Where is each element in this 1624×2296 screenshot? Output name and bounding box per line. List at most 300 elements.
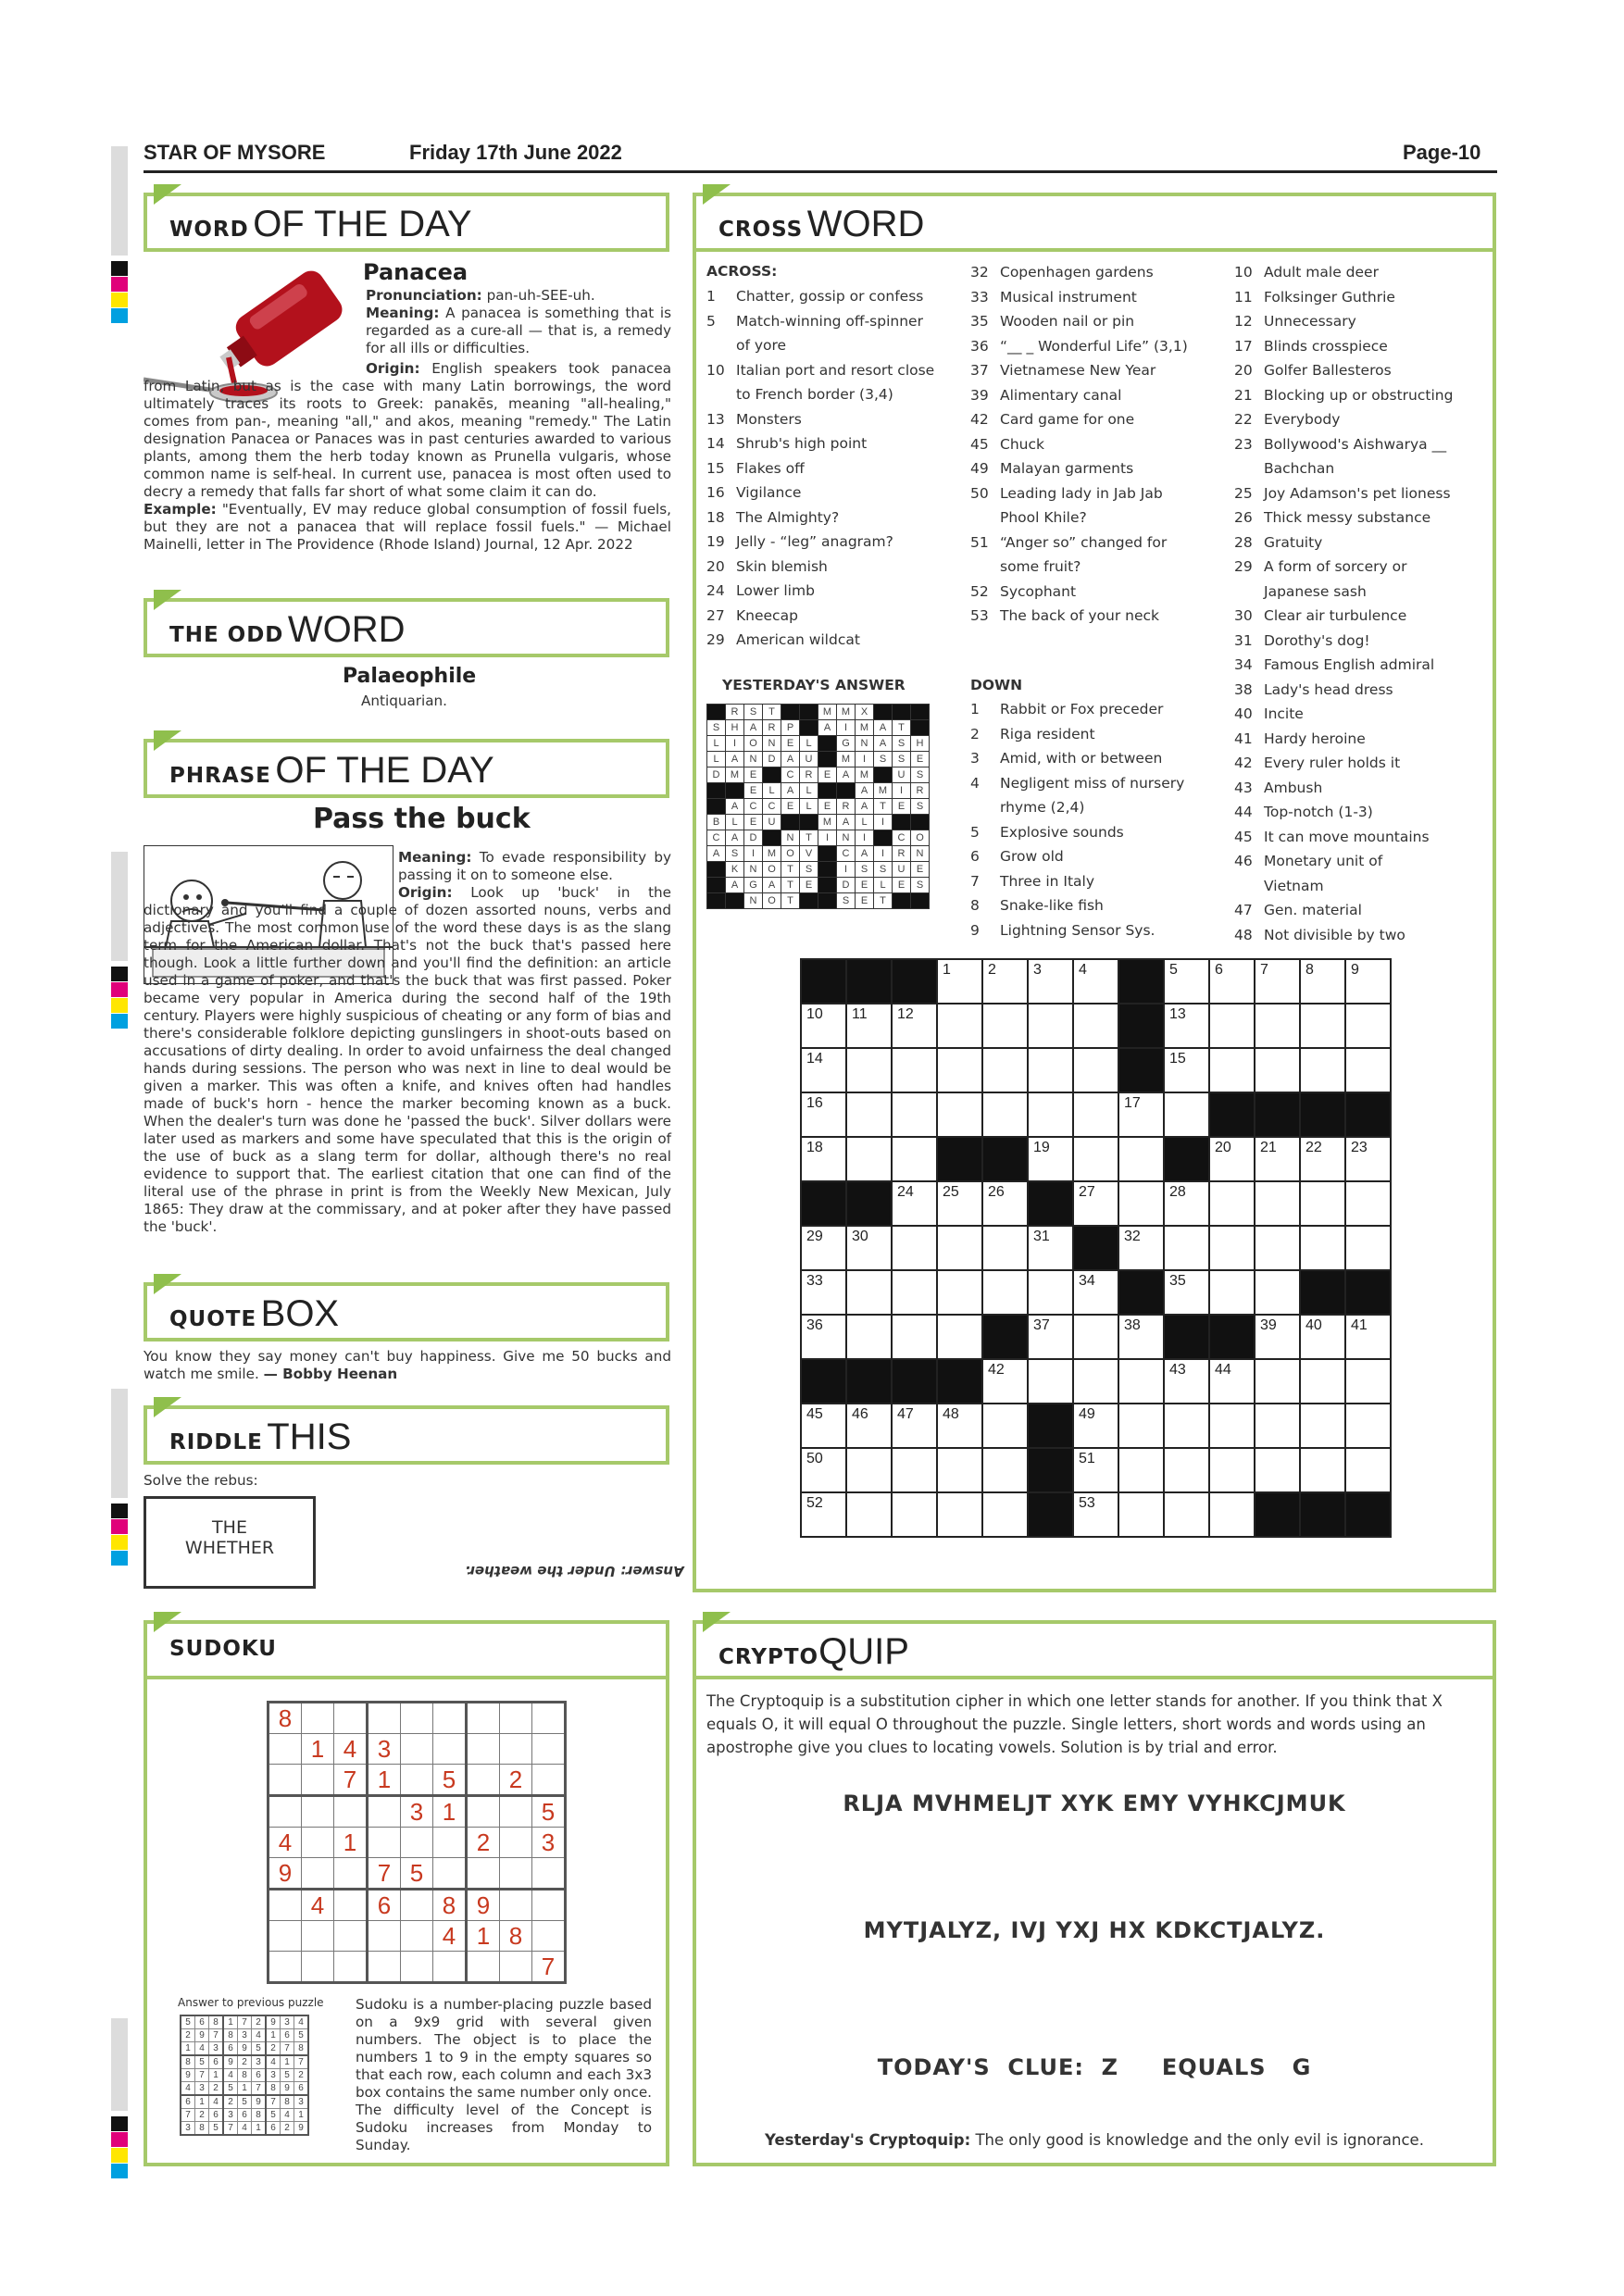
crossword-cell[interactable]: [846, 1404, 892, 1448]
black-square: [818, 846, 837, 862]
answer-cell: 2: [195, 2109, 209, 2122]
clue-item: [1234, 776, 1453, 801]
sudoku-cell[interactable]: [500, 1828, 532, 1858]
sudoku-cell[interactable]: [334, 1703, 368, 1734]
clue-number: 48: [1234, 926, 1253, 943]
answer-cell: A: [726, 830, 744, 846]
crossword-cell[interactable]: [1028, 1137, 1073, 1181]
crossword-cell[interactable]: [1255, 1404, 1300, 1448]
cryptoquip-yesterday: Yesterday's Cryptoquip: The only good is knowledge and the only evil is ignorance.: [765, 2131, 1424, 2149]
crossword-cell[interactable]: [937, 1448, 982, 1492]
sudoku-cell: 9: [467, 1890, 500, 1921]
cell-number: 38: [1124, 1317, 1141, 1333]
crossword-cell[interactable]: [937, 1492, 982, 1537]
answer-cell: L: [707, 752, 726, 767]
cell-number: 49: [1079, 1406, 1095, 1422]
crossword-cell[interactable]: [1255, 959, 1300, 1004]
sudoku-cell[interactable]: [302, 1921, 334, 1952]
sudoku-cell[interactable]: [334, 1890, 368, 1921]
crossword-cell[interactable]: [801, 1092, 846, 1137]
crossword-cell[interactable]: [1073, 1004, 1118, 1048]
sudoku-cell[interactable]: [334, 1796, 368, 1828]
sudoku-cell[interactable]: [500, 1858, 532, 1890]
sudoku-cell[interactable]: [368, 1703, 401, 1734]
clue-number: 43: [1234, 779, 1253, 796]
sudoku-cell[interactable]: [368, 1921, 401, 1952]
black-square: [1118, 959, 1164, 1004]
crossword-cell[interactable]: [1118, 1092, 1164, 1137]
black-square: [800, 893, 818, 909]
crossword-cell[interactable]: [1300, 1404, 1345, 1448]
clue-item: [970, 432, 1188, 457]
heading-corner-tab: [154, 730, 181, 751]
answer-cell: 9: [223, 2055, 238, 2069]
crossword-cell[interactable]: [937, 959, 982, 1004]
crossword-cell[interactable]: [1073, 1404, 1118, 1448]
sudoku-cell[interactable]: [500, 1796, 532, 1828]
clue-item: [706, 628, 934, 653]
crossword-cell[interactable]: [892, 1004, 937, 1048]
crossword-cell[interactable]: [1073, 1181, 1118, 1226]
crossword-cell[interactable]: [801, 1315, 846, 1359]
clue-number: 9: [970, 921, 980, 939]
sudoku-cell[interactable]: [500, 1890, 532, 1921]
sudoku-cell[interactable]: [433, 1828, 467, 1858]
crossword-cell[interactable]: [982, 1181, 1028, 1226]
clue-item: [1234, 530, 1453, 555]
crossword-cell[interactable]: [1164, 1092, 1209, 1137]
crossword-cell[interactable]: [1073, 1492, 1118, 1537]
sudoku-cell[interactable]: [334, 1921, 368, 1952]
answer-cell: 8: [238, 2069, 252, 2082]
answer-cell: D: [837, 878, 856, 893]
registration-bar: [111, 146, 128, 256]
clue-item: [970, 407, 1188, 432]
crossword-cell[interactable]: [1118, 1359, 1164, 1404]
crossword-cell[interactable]: [1073, 1448, 1118, 1492]
answer-cell: 5: [281, 2069, 294, 2082]
black-square: [874, 830, 893, 846]
crossword-cell[interactable]: [1073, 1048, 1118, 1092]
cell-number: 39: [1260, 1317, 1277, 1333]
crossword-cell[interactable]: [1209, 959, 1255, 1004]
crossword-cell[interactable]: [801, 1048, 846, 1092]
sudoku-cell[interactable]: [433, 1703, 467, 1734]
clue-number: 7: [970, 872, 980, 890]
answer-cell: E: [911, 752, 930, 767]
crossword-cell[interactable]: [1345, 1404, 1391, 1448]
sudoku-cell[interactable]: [532, 1890, 566, 1921]
sudoku-cell[interactable]: [302, 1765, 334, 1796]
across-heading: ACROSS:: [706, 263, 778, 280]
crossword-cell[interactable]: [1209, 1448, 1255, 1492]
crossword-cell[interactable]: [937, 1092, 982, 1137]
crossword-cell[interactable]: [1300, 1315, 1345, 1359]
crossword-cell[interactable]: [1164, 1004, 1209, 1048]
crossword-cell[interactable]: [1028, 1359, 1073, 1404]
sudoku-cell[interactable]: [532, 1921, 566, 1952]
answer-cell: I: [726, 736, 744, 752]
crossword-cell[interactable]: [892, 1270, 937, 1315]
answer-cell: E: [818, 799, 837, 815]
answer-cell: O: [781, 846, 800, 862]
sudoku-cell: 5: [433, 1765, 467, 1796]
crossword-cell[interactable]: [1028, 1092, 1073, 1137]
crossword-cell[interactable]: [937, 1315, 982, 1359]
crossword-cell[interactable]: [982, 1004, 1028, 1048]
clue-number: 44: [1234, 804, 1253, 820]
cell-number: 22: [1305, 1140, 1322, 1155]
sudoku-cell[interactable]: [302, 1703, 334, 1734]
black-square: [1255, 1492, 1300, 1537]
clue-text: Vietnamese New Year: [1000, 362, 1156, 379]
crossword-cell[interactable]: [1255, 1137, 1300, 1181]
heading-corner-tab: [154, 590, 181, 610]
crossword-cell[interactable]: [1255, 1359, 1300, 1404]
crossword-cell[interactable]: [846, 1315, 892, 1359]
sudoku-cell[interactable]: [467, 1734, 500, 1765]
crossword-cell[interactable]: [1118, 1448, 1164, 1492]
crossword-cell[interactable]: [1209, 1004, 1255, 1048]
answer-cell: 1: [252, 2122, 267, 2136]
crossword-cell[interactable]: [1345, 1137, 1391, 1181]
crossword-cell[interactable]: [1255, 1315, 1300, 1359]
color-swatch-yellow: [111, 293, 128, 307]
sudoku-cell[interactable]: [467, 1952, 500, 1983]
crossword-cell[interactable]: [846, 1270, 892, 1315]
crossword-cell[interactable]: [801, 1448, 846, 1492]
crossword-cell[interactable]: [846, 1048, 892, 1092]
sudoku-cell[interactable]: [269, 1734, 302, 1765]
sudoku-cell[interactable]: [269, 1952, 302, 1983]
cell-number: 45: [806, 1406, 823, 1422]
sudoku-cell[interactable]: [401, 1828, 433, 1858]
crossword-cell[interactable]: [1345, 1448, 1391, 1492]
crossword-cell[interactable]: [982, 1048, 1028, 1092]
sudoku-cell[interactable]: [532, 1734, 566, 1765]
answer-cell: 5: [209, 2122, 224, 2136]
crossword-cell[interactable]: [1209, 1492, 1255, 1537]
sudoku-cell[interactable]: [467, 1703, 500, 1734]
crossword-cell[interactable]: [1255, 1270, 1300, 1315]
sudoku-cell[interactable]: [401, 1921, 433, 1952]
clue-text: Thick messy substance: [1264, 509, 1431, 526]
crossword-cell[interactable]: [937, 1048, 982, 1092]
crossword-cell[interactable]: [1164, 1226, 1209, 1270]
crossword-cell[interactable]: [1118, 1404, 1164, 1448]
clue-item: [1234, 285, 1453, 310]
answer-cell: 3: [252, 2055, 267, 2069]
clue-text: Vigilance: [736, 484, 802, 501]
answer-cell: 9: [195, 2029, 209, 2042]
sudoku-cell[interactable]: [302, 1952, 334, 1983]
crossword-cell[interactable]: [982, 1226, 1028, 1270]
crossword-cell[interactable]: [1164, 1270, 1209, 1315]
answer-cell: S: [744, 705, 763, 720]
clue-text: Phool Khile?: [1000, 509, 1087, 526]
black-square: [1300, 1270, 1345, 1315]
crossword-cell[interactable]: [1028, 1004, 1073, 1048]
clue-text: Riga resident: [1000, 725, 1095, 742]
answer-cell: 2: [281, 2122, 294, 2136]
sudoku-cell[interactable]: [401, 1734, 433, 1765]
crossword-cell[interactable]: [1300, 1448, 1345, 1492]
black-square: [1164, 1315, 1209, 1359]
crossword-cell[interactable]: [982, 1092, 1028, 1137]
crossword-cell[interactable]: [1209, 1226, 1255, 1270]
sudoku-cell[interactable]: [368, 1952, 401, 1983]
crossword-cell[interactable]: [1255, 1226, 1300, 1270]
sudoku-cell[interactable]: [368, 1796, 401, 1828]
crossword-cell[interactable]: [937, 1181, 982, 1226]
sudoku-cell[interactable]: [334, 1858, 368, 1890]
sudoku-cell[interactable]: [401, 1703, 433, 1734]
crossword-cell[interactable]: [892, 1048, 937, 1092]
crossword-cell[interactable]: [1118, 1226, 1164, 1270]
sudoku-cell[interactable]: [302, 1828, 334, 1858]
answer-cell: L: [800, 736, 818, 752]
crossword-cell[interactable]: [982, 1359, 1028, 1404]
crossword-cell[interactable]: [1073, 1315, 1118, 1359]
answer-cell: I: [874, 846, 893, 862]
crossword-cell[interactable]: [801, 1404, 846, 1448]
answer-cell: T: [874, 893, 893, 909]
crossword-cell[interactable]: [1300, 959, 1345, 1004]
clue-text: Incite: [1264, 705, 1304, 722]
crossword-cell[interactable]: [1028, 1048, 1073, 1092]
clue-item: [706, 480, 934, 505]
crossword-cell[interactable]: [892, 1092, 937, 1137]
sudoku-cell[interactable]: [334, 1952, 368, 1983]
sudoku-cell[interactable]: [401, 1765, 433, 1796]
crossword-cell[interactable]: [1300, 1181, 1345, 1226]
crossword-cell[interactable]: [982, 1404, 1028, 1448]
clue-item: [970, 722, 1184, 747]
crossword-cell[interactable]: [892, 1448, 937, 1492]
sudoku-cell[interactable]: [532, 1858, 566, 1890]
crossword-cell[interactable]: [1345, 1226, 1391, 1270]
crossword-cell[interactable]: [801, 1137, 846, 1181]
crossword-cell[interactable]: [937, 1004, 982, 1048]
crossword-cell[interactable]: [846, 1226, 892, 1270]
crossword-cell[interactable]: [801, 1270, 846, 1315]
crossword-cell[interactable]: [892, 1492, 937, 1537]
clue-text: The Almighty?: [736, 508, 840, 526]
crossword-cell[interactable]: [1300, 1137, 1345, 1181]
crossword-cell[interactable]: [892, 1404, 937, 1448]
sudoku-cell[interactable]: [532, 1703, 566, 1734]
down-heading: DOWN: [970, 677, 1023, 693]
sudoku-cell: 8: [500, 1921, 532, 1952]
crossword-cell[interactable]: [982, 1448, 1028, 1492]
clue-number: 34: [1234, 656, 1253, 673]
crossword-cell[interactable]: [1118, 1492, 1164, 1537]
crossword-cell[interactable]: [1255, 1004, 1300, 1048]
crossword-cell[interactable]: [982, 1492, 1028, 1537]
sudoku-cell[interactable]: [269, 1921, 302, 1952]
crossword-cell[interactable]: [1164, 1181, 1209, 1226]
answer-cell: 6: [209, 2109, 224, 2122]
crossword-cell[interactable]: [1300, 1359, 1345, 1404]
black-square: [801, 1181, 846, 1226]
answer-cell: S: [707, 720, 726, 736]
black-square: [800, 720, 818, 736]
crossword-cell[interactable]: [1300, 1004, 1345, 1048]
answer-cell: 8: [223, 2029, 238, 2042]
answer-cell: S: [837, 893, 856, 909]
crossword-cell[interactable]: [1164, 1359, 1209, 1404]
answer-cell: O: [744, 736, 763, 752]
sudoku-cell[interactable]: [532, 1765, 566, 1796]
sudoku-cell[interactable]: [269, 1765, 302, 1796]
crossword-cell[interactable]: [892, 1315, 937, 1359]
clue-item: [1234, 358, 1453, 383]
clue-number: 20: [1234, 362, 1253, 379]
cell-number: 47: [897, 1406, 914, 1422]
sudoku-cell[interactable]: [500, 1952, 532, 1983]
sudoku-cell[interactable]: [500, 1703, 532, 1734]
crossword-cell[interactable]: [1164, 1404, 1209, 1448]
crossword-cell[interactable]: [801, 1492, 846, 1537]
black-square: [800, 815, 818, 830]
crossword-cell[interactable]: [982, 1270, 1028, 1315]
section-heading: CRYPTOQUIP: [693, 1620, 1496, 1679]
crossword-cell[interactable]: [1164, 1048, 1209, 1092]
crossword-cell[interactable]: [892, 1226, 937, 1270]
answer-cell: 2: [252, 2015, 267, 2029]
cell-number: 52: [806, 1495, 823, 1511]
sudoku-cell[interactable]: [269, 1796, 302, 1828]
crossword-cell[interactable]: [1164, 1492, 1209, 1537]
crossword-cell[interactable]: [1118, 1315, 1164, 1359]
crossword-cell[interactable]: [1073, 959, 1118, 1004]
crossword-cell[interactable]: [1073, 1270, 1118, 1315]
crossword-cell[interactable]: [1255, 1048, 1300, 1092]
sudoku-cell: 5: [532, 1796, 566, 1828]
crossword-cell[interactable]: [1073, 1137, 1118, 1181]
answer-cell: M: [818, 815, 837, 830]
crossword-cell[interactable]: [937, 1404, 982, 1448]
crossword-cell[interactable]: [982, 959, 1028, 1004]
crossword-cell[interactable]: [1209, 1137, 1255, 1181]
black-square: [911, 720, 930, 736]
clue-text: Adult male deer: [1264, 264, 1379, 281]
black-square: [818, 752, 837, 767]
crossword-cell[interactable]: [1118, 1137, 1164, 1181]
clue-item: [970, 334, 1188, 359]
answer-cell: 2: [294, 2069, 309, 2082]
clue-number: 25: [1234, 484, 1253, 502]
clue-item: [1234, 505, 1453, 530]
crossword-cell[interactable]: [1028, 1226, 1073, 1270]
crossword-cell[interactable]: [846, 1092, 892, 1137]
crossword-cell[interactable]: [937, 1226, 982, 1270]
clue-text: Ambush: [1264, 779, 1323, 796]
crossword-cell[interactable]: [1345, 1315, 1391, 1359]
registration-bar: [111, 2018, 128, 2111]
sudoku-cell[interactable]: [467, 1765, 500, 1796]
crossword-cell[interactable]: [937, 1270, 982, 1315]
crossword-cell[interactable]: [1209, 1181, 1255, 1226]
crossword-grid: [800, 958, 1392, 1538]
clue-item: [1234, 678, 1453, 703]
crossword-cell[interactable]: [1073, 1359, 1118, 1404]
crossword-cell[interactable]: [1164, 959, 1209, 1004]
crossword-cell[interactable]: [1209, 1359, 1255, 1404]
crossword-cell[interactable]: [1345, 1048, 1391, 1092]
answer-cell: 1: [181, 2042, 195, 2056]
sudoku-cell[interactable]: [269, 1890, 302, 1921]
cell-number: 26: [988, 1184, 1005, 1200]
sudoku-cell[interactable]: [368, 1828, 401, 1858]
answer-cell: 3: [294, 2095, 309, 2109]
crossword-cell[interactable]: [1255, 1448, 1300, 1492]
crossword-cell[interactable]: [1209, 1270, 1255, 1315]
crossword-cell[interactable]: [846, 1492, 892, 1537]
answer-cell: 7: [181, 2109, 195, 2122]
sudoku-cell[interactable]: [433, 1858, 467, 1890]
answer-cell: A: [726, 752, 744, 767]
crossword-cell[interactable]: [846, 1137, 892, 1181]
crossword-cell[interactable]: [1255, 1181, 1300, 1226]
sudoku-cell[interactable]: [302, 1796, 334, 1828]
crossword-cell[interactable]: [1300, 1048, 1345, 1092]
crossword-cell[interactable]: [801, 1004, 846, 1048]
crossword-cell[interactable]: [1300, 1226, 1345, 1270]
cell-number: 1: [943, 962, 951, 978]
section-heading: RIDDLE THIS: [144, 1405, 669, 1465]
crossword-cell[interactable]: [1209, 1048, 1255, 1092]
crossword-cell[interactable]: [1164, 1448, 1209, 1492]
sudoku-cell[interactable]: [500, 1734, 532, 1765]
sudoku-cell[interactable]: [401, 1890, 433, 1921]
crossword-cell[interactable]: [1345, 1004, 1391, 1048]
sudoku-cell[interactable]: [401, 1952, 433, 1983]
answer-cell: A: [707, 846, 726, 862]
clue-number: 38: [1234, 680, 1253, 698]
sudoku-cell[interactable]: [433, 1734, 467, 1765]
crossword-cell[interactable]: [1073, 1092, 1118, 1137]
crossword-cell[interactable]: [1028, 959, 1073, 1004]
crossword-cell[interactable]: [846, 1448, 892, 1492]
crossword-cell[interactable]: [1345, 1181, 1391, 1226]
crossword-cell[interactable]: [892, 1181, 937, 1226]
sudoku-cell[interactable]: [302, 1858, 334, 1890]
sudoku-cell[interactable]: [467, 1858, 500, 1890]
clue-text: Lightning Sensor Sys.: [1000, 921, 1156, 939]
clue-number: 41: [1234, 730, 1253, 747]
crossword-cell[interactable]: [1345, 1359, 1391, 1404]
crossword-cell[interactable]: [1209, 1404, 1255, 1448]
crossword-cell[interactable]: [801, 1226, 846, 1270]
crossword-cell[interactable]: [1028, 1315, 1073, 1359]
sudoku-cell[interactable]: [433, 1952, 467, 1983]
cell-number: 36: [806, 1317, 823, 1333]
sudoku-cell[interactable]: [467, 1796, 500, 1828]
crossword-cell[interactable]: [1028, 1270, 1073, 1315]
registration-bar: [111, 1389, 128, 1498]
crossword-cell[interactable]: [846, 1004, 892, 1048]
clue-text: Leading lady in Jab Jab: [1000, 484, 1163, 502]
answer-cell: C: [763, 799, 781, 815]
crossword-cell[interactable]: [892, 1137, 937, 1181]
section-heading: PHRASE OF THE DAY: [144, 739, 669, 798]
crossword-cell[interactable]: [1118, 1181, 1164, 1226]
cell-number: 20: [1215, 1140, 1231, 1155]
clue-item: [970, 697, 1184, 722]
answer-cell: D: [763, 752, 781, 767]
crossword-cell[interactable]: [1345, 959, 1391, 1004]
